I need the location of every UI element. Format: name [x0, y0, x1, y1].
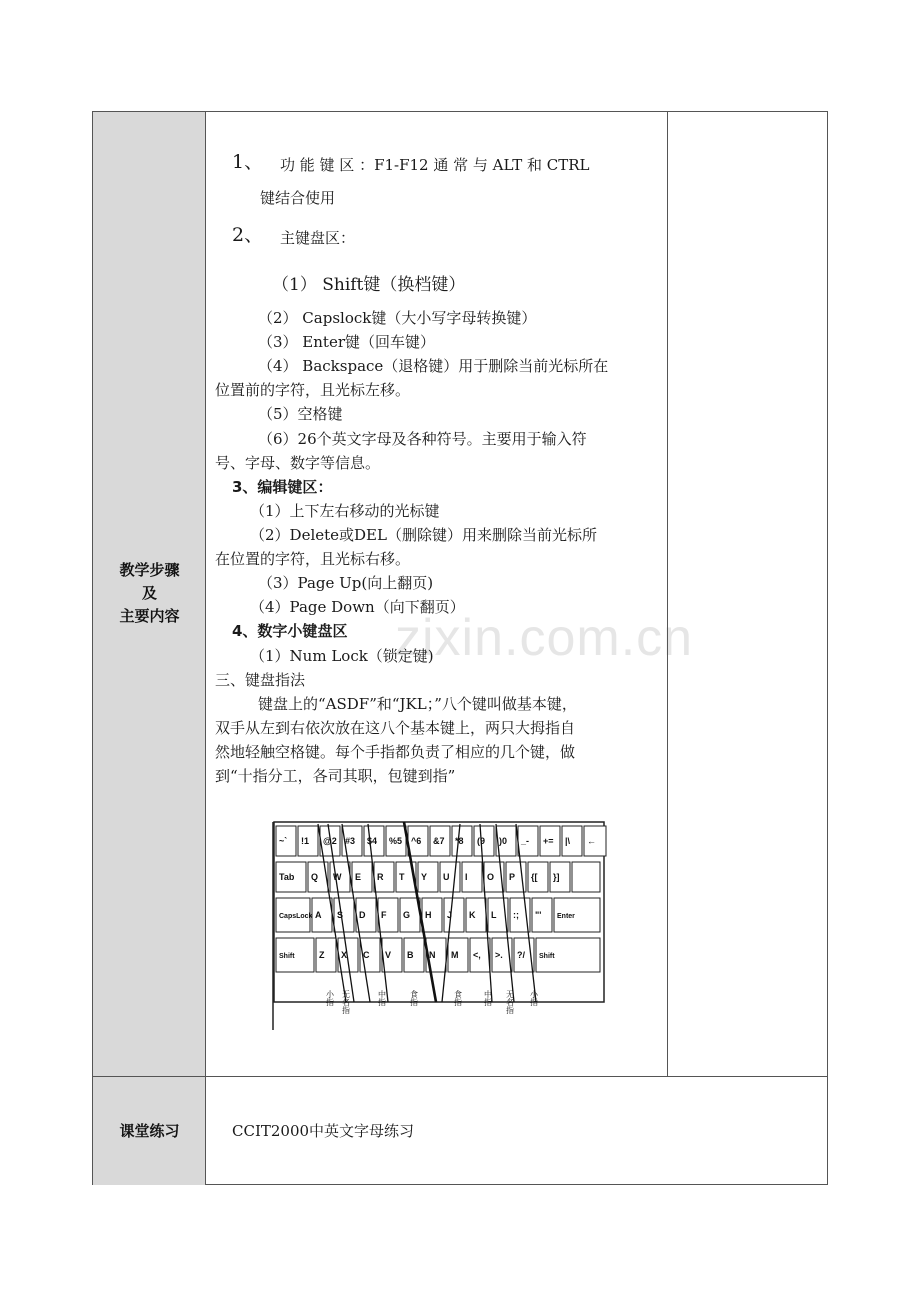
key-asdf-8 [466, 898, 486, 932]
fingering-para-2: 双手从左到右依次放在这八个基本键上，两只大拇指自 [215, 719, 576, 737]
svg-text:CapsLock: CapsLock [279, 913, 313, 920]
svg-text:O: O [487, 872, 495, 882]
key-qwerty-7 [440, 862, 460, 892]
svg-text:+=: += [543, 836, 554, 846]
item2-text: 主键盘区： [280, 229, 356, 247]
edit-item4: （4）Page Down（向下翻页） [250, 598, 465, 616]
svg-text:>.: >. [495, 950, 503, 960]
finger-label-7: 小指 [529, 990, 539, 1006]
svg-text:{[: {[ [531, 872, 538, 882]
key-zxcv-0 [276, 938, 314, 972]
svg-text:"': "' [535, 910, 542, 920]
svg-text:X: X [341, 950, 348, 960]
key-asdf-6 [422, 898, 442, 932]
key-num-4 [364, 826, 384, 856]
item1-text-cont: 键结合使用 [260, 189, 336, 207]
svg-text:Q: Q [311, 872, 319, 882]
svg-text:U: U [443, 872, 450, 882]
svg-text:$4: $4 [367, 836, 378, 846]
key-asdf-7 [444, 898, 464, 932]
svg-text:R: R [377, 872, 384, 882]
section4-heading: 4、数字小键盘区 [232, 622, 348, 640]
svg-text:W: W [333, 872, 342, 882]
row2-label-cell [93, 1077, 206, 1185]
svg-text:D: D [359, 910, 366, 920]
finger-label-6: 无名指 [505, 990, 515, 1014]
key-zxcv-5 [404, 938, 424, 972]
svg-text:S: S [337, 910, 344, 920]
svg-text:_-: _- [521, 836, 530, 846]
svg-text:}]: }] [553, 872, 560, 882]
key-num-13 [562, 826, 582, 856]
svg-text:(9: (9 [477, 836, 486, 846]
svg-text:C: C [363, 950, 370, 960]
finger-label-5: 中指 [483, 990, 493, 1006]
svg-text:@2: @2 [323, 836, 337, 846]
fingering-para-3: 然地轻触空格键。每个手指都负责了相应的几个键，做 [215, 743, 576, 761]
key-qwerty-11 [528, 862, 548, 892]
key-asdf-4 [378, 898, 398, 932]
item1-text: 功 能 键 区 ：F1-F12 通 常 与 ALT 和 CTRL [280, 156, 590, 174]
svg-text:~`: ~` [279, 836, 288, 846]
key-asdf-12 [554, 898, 600, 932]
key-zxcv-11 [536, 938, 600, 972]
svg-text:)0: )0 [499, 836, 508, 846]
section3-heading: 3、编辑键区： [232, 478, 333, 496]
notes-cell [668, 112, 827, 1077]
svg-text:?/: ?/ [517, 950, 525, 960]
key-qwerty-end [572, 862, 600, 892]
key-qwerty-0 [276, 862, 306, 892]
svg-text:B: B [407, 950, 414, 960]
key-num-12 [540, 826, 560, 856]
svg-text:V: V [385, 950, 392, 960]
subitem-backspace: （4） Backspace（退格键）用于删除当前光标所在 [258, 357, 609, 375]
finger-label-3: 食指 [409, 990, 419, 1006]
svg-text:M: M [451, 950, 459, 960]
svg-text:Shift: Shift [539, 953, 555, 960]
key-asdf-1 [312, 898, 332, 932]
svg-text:K: K [469, 910, 476, 920]
svg-text::;: :; [513, 910, 519, 920]
edit-item2: （2）Delete或DEL（删除键）用来删除当前光标所 [250, 526, 597, 544]
finger-label-4: 食指 [453, 990, 463, 1006]
edit-item1: （1）上下左右移动的光标键 [250, 502, 440, 520]
key-num-9 [474, 826, 494, 856]
svg-text:!1: !1 [301, 836, 310, 846]
row1-label-cell [93, 112, 206, 1077]
finger-label-2: 中指 [377, 990, 387, 1006]
edit-item2-cont: 在位置的字符，且光标右移。 [215, 550, 411, 568]
svg-text:Shift: Shift [279, 953, 295, 960]
key-zxcv-8 [470, 938, 490, 972]
svg-text:#3: #3 [345, 836, 356, 846]
subitem-enter: （3） Enter键（回车键） [258, 333, 435, 351]
svg-text:%5: %5 [389, 836, 403, 846]
subitem-shift: （1） Shift键（换档键） [272, 275, 466, 295]
key-num-7 [430, 826, 450, 856]
svg-text:A: A [315, 910, 322, 920]
svg-text:*8: *8 [455, 836, 464, 846]
key-num-0 [276, 826, 296, 856]
svg-text:&7: &7 [433, 836, 445, 846]
row1-label-line3: 主要内容 [119, 607, 180, 625]
svg-text:H: H [425, 910, 432, 920]
svg-text:F: F [381, 910, 387, 920]
numpad-item1: （1）Num Lock（锁定键) [250, 647, 434, 665]
key-num-11 [518, 826, 538, 856]
svg-text:G: G [403, 910, 411, 920]
item1-number: 1、 [232, 151, 264, 173]
fingering-para-4: 到“十指分工，各司其职，包键到指” [215, 767, 456, 785]
key-qwerty-2 [330, 862, 350, 892]
svg-text:P: P [509, 872, 516, 882]
key-qwerty-4 [374, 862, 394, 892]
key-zxcv-7 [448, 938, 468, 972]
key-num-8 [452, 826, 472, 856]
key-num-1 [298, 826, 318, 856]
fingering-para-1: 键盘上的“ASDF”和“JKL；”八个键叫做基本键， [258, 695, 577, 713]
keyboard-fingering-diagram [270, 820, 608, 1032]
svg-text:E: E [355, 872, 362, 882]
key-asdf-3 [356, 898, 376, 932]
key-num-6 [408, 826, 428, 856]
item2-number: 2、 [232, 224, 264, 246]
key-asdf-5 [400, 898, 420, 932]
key-num-14 [584, 826, 606, 856]
exercise-text: CCIT2000中英文字母练习 [232, 1122, 415, 1140]
watermark: zixin.com.cn [395, 609, 694, 667]
subitem-backspace-cont: 位置前的字符，且光标左移。 [215, 381, 411, 399]
svg-text:<,: <, [473, 950, 481, 960]
key-zxcv-1 [316, 938, 336, 972]
exercise-cell [206, 1077, 827, 1185]
subitem-capslock: （2） Capslock键（大小写字母转换键） [258, 309, 537, 327]
finger-label-1: 无名指 [341, 990, 351, 1014]
row2-label: 课堂练习 [119, 1122, 180, 1140]
key-qwerty-6 [418, 862, 438, 892]
svg-text:Y: Y [421, 872, 428, 882]
key-qwerty-3 [352, 862, 372, 892]
svg-text:^6: ^6 [411, 836, 422, 846]
svg-text:L: L [491, 910, 497, 920]
svg-text:|\: |\ [565, 836, 571, 846]
key-qwerty-12 [550, 862, 570, 892]
key-num-5 [386, 826, 406, 856]
key-qwerty-8 [462, 862, 482, 892]
svg-text:←: ← [587, 836, 596, 846]
key-zxcv-4 [382, 938, 402, 972]
edit-item3: （3）Page Up(向上翻页) [258, 574, 434, 592]
subitem-space: （5）空格键 [258, 405, 343, 423]
svg-text:Tab: Tab [279, 872, 295, 882]
section-three-heading: 三、键盘指法 [215, 671, 306, 689]
subitem-letters: （6）26个英文字母及各种符号。主要用于输入符 [258, 430, 587, 448]
key-asdf-11 [532, 898, 552, 932]
key-asdf-0 [276, 898, 313, 932]
subitem-letters-cont: 号、字母、数字等信息。 [215, 454, 381, 472]
row1-label-line2: 及 [141, 584, 157, 602]
svg-text:Enter: Enter [557, 913, 575, 920]
svg-text:N: N [429, 950, 436, 960]
svg-text:I: I [465, 872, 468, 882]
svg-text:T: T [399, 872, 405, 882]
finger-label-0: 小指 [325, 990, 335, 1006]
row1-label-line1: 教学步骤 [119, 561, 180, 579]
key-asdf-2 [334, 898, 354, 932]
svg-text:Z: Z [319, 950, 325, 960]
svg-text:J: J [447, 910, 453, 920]
